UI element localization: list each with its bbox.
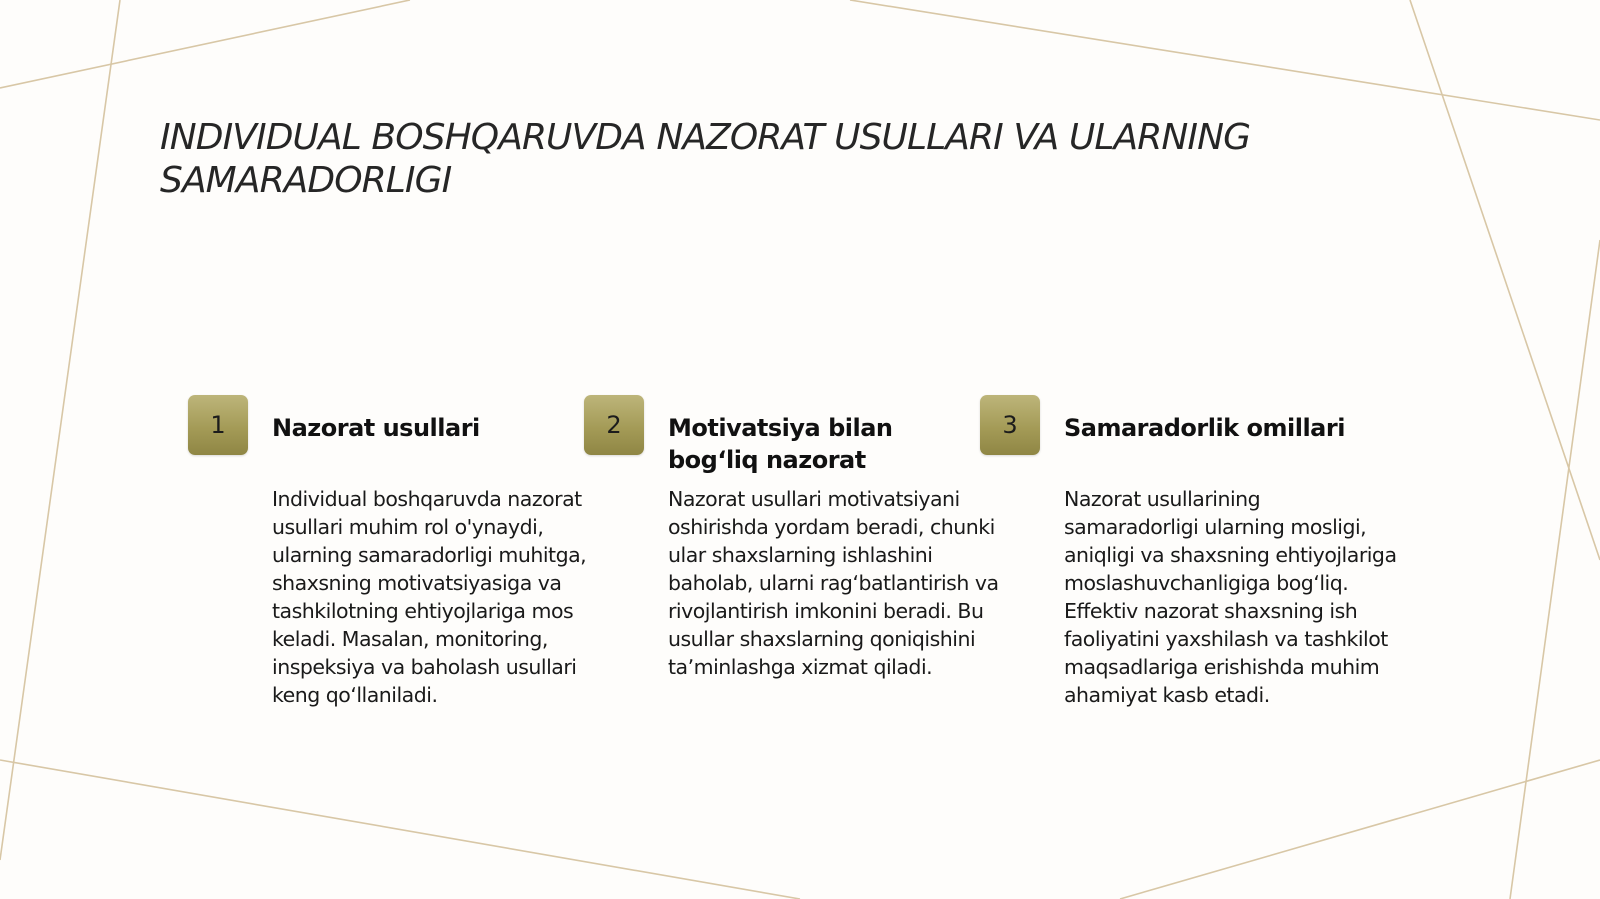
item-heading: Motivatsiya bilan bogʻliq nazorat	[668, 414, 893, 474]
deco-line	[1410, 0, 1600, 560]
deco-line	[850, 0, 1600, 120]
slide-title: INDIVIDUAL BOSHQARUVDA NAZORAT USULLARI VA ULARNING SAMARADORLIGI	[160, 117, 1251, 201]
item-heading: Samaradorlik omillari	[1064, 414, 1345, 442]
number-badge: 2	[584, 395, 644, 455]
deco-line	[0, 0, 410, 88]
deco-line	[1510, 240, 1600, 899]
content-item-2	[584, 395, 999, 795]
content-item-1	[188, 395, 588, 795]
content-item-3	[980, 395, 1397, 795]
item-body: Nazorat usullarining samaradorligi ularning mosligi, aniqligi va shaxsning ehtiyojlariga moslashuvchanligiga bogʻliq. Effektiv nazorat shaxsning ish faoliyatini yaxshilash va tashkilot maqsadlariga erishishda muhim ahamiyat kasb etadi.	[1064, 487, 1397, 707]
item-body: Nazorat usullari motivatsiyani oshirishda yordam beradi, chunki ular shaxslarning ishlashini baholab, ularni ragʻbatlantirish va rivojlantirish imkonini beradi. Bu usullar shaxslarning qoniqishini taʼminlashga xizmat qiladi.	[668, 487, 999, 679]
item-body: Individual boshqaruvda nazorat usullari muhim rol o'ynaydi, ularning samaradorligi muhitga, shaxsning motivatsiyasiga va tashkilotning ehtiyojlariga mos keladi. Masalan, monitoring, inspeksiya va baholash usullari keng qoʻllaniladi.	[272, 487, 587, 707]
deco-line	[0, 0, 120, 860]
item-heading: Nazorat usullari	[272, 414, 480, 442]
number-badge: 1	[188, 395, 248, 455]
number-badge: 3	[980, 395, 1040, 455]
